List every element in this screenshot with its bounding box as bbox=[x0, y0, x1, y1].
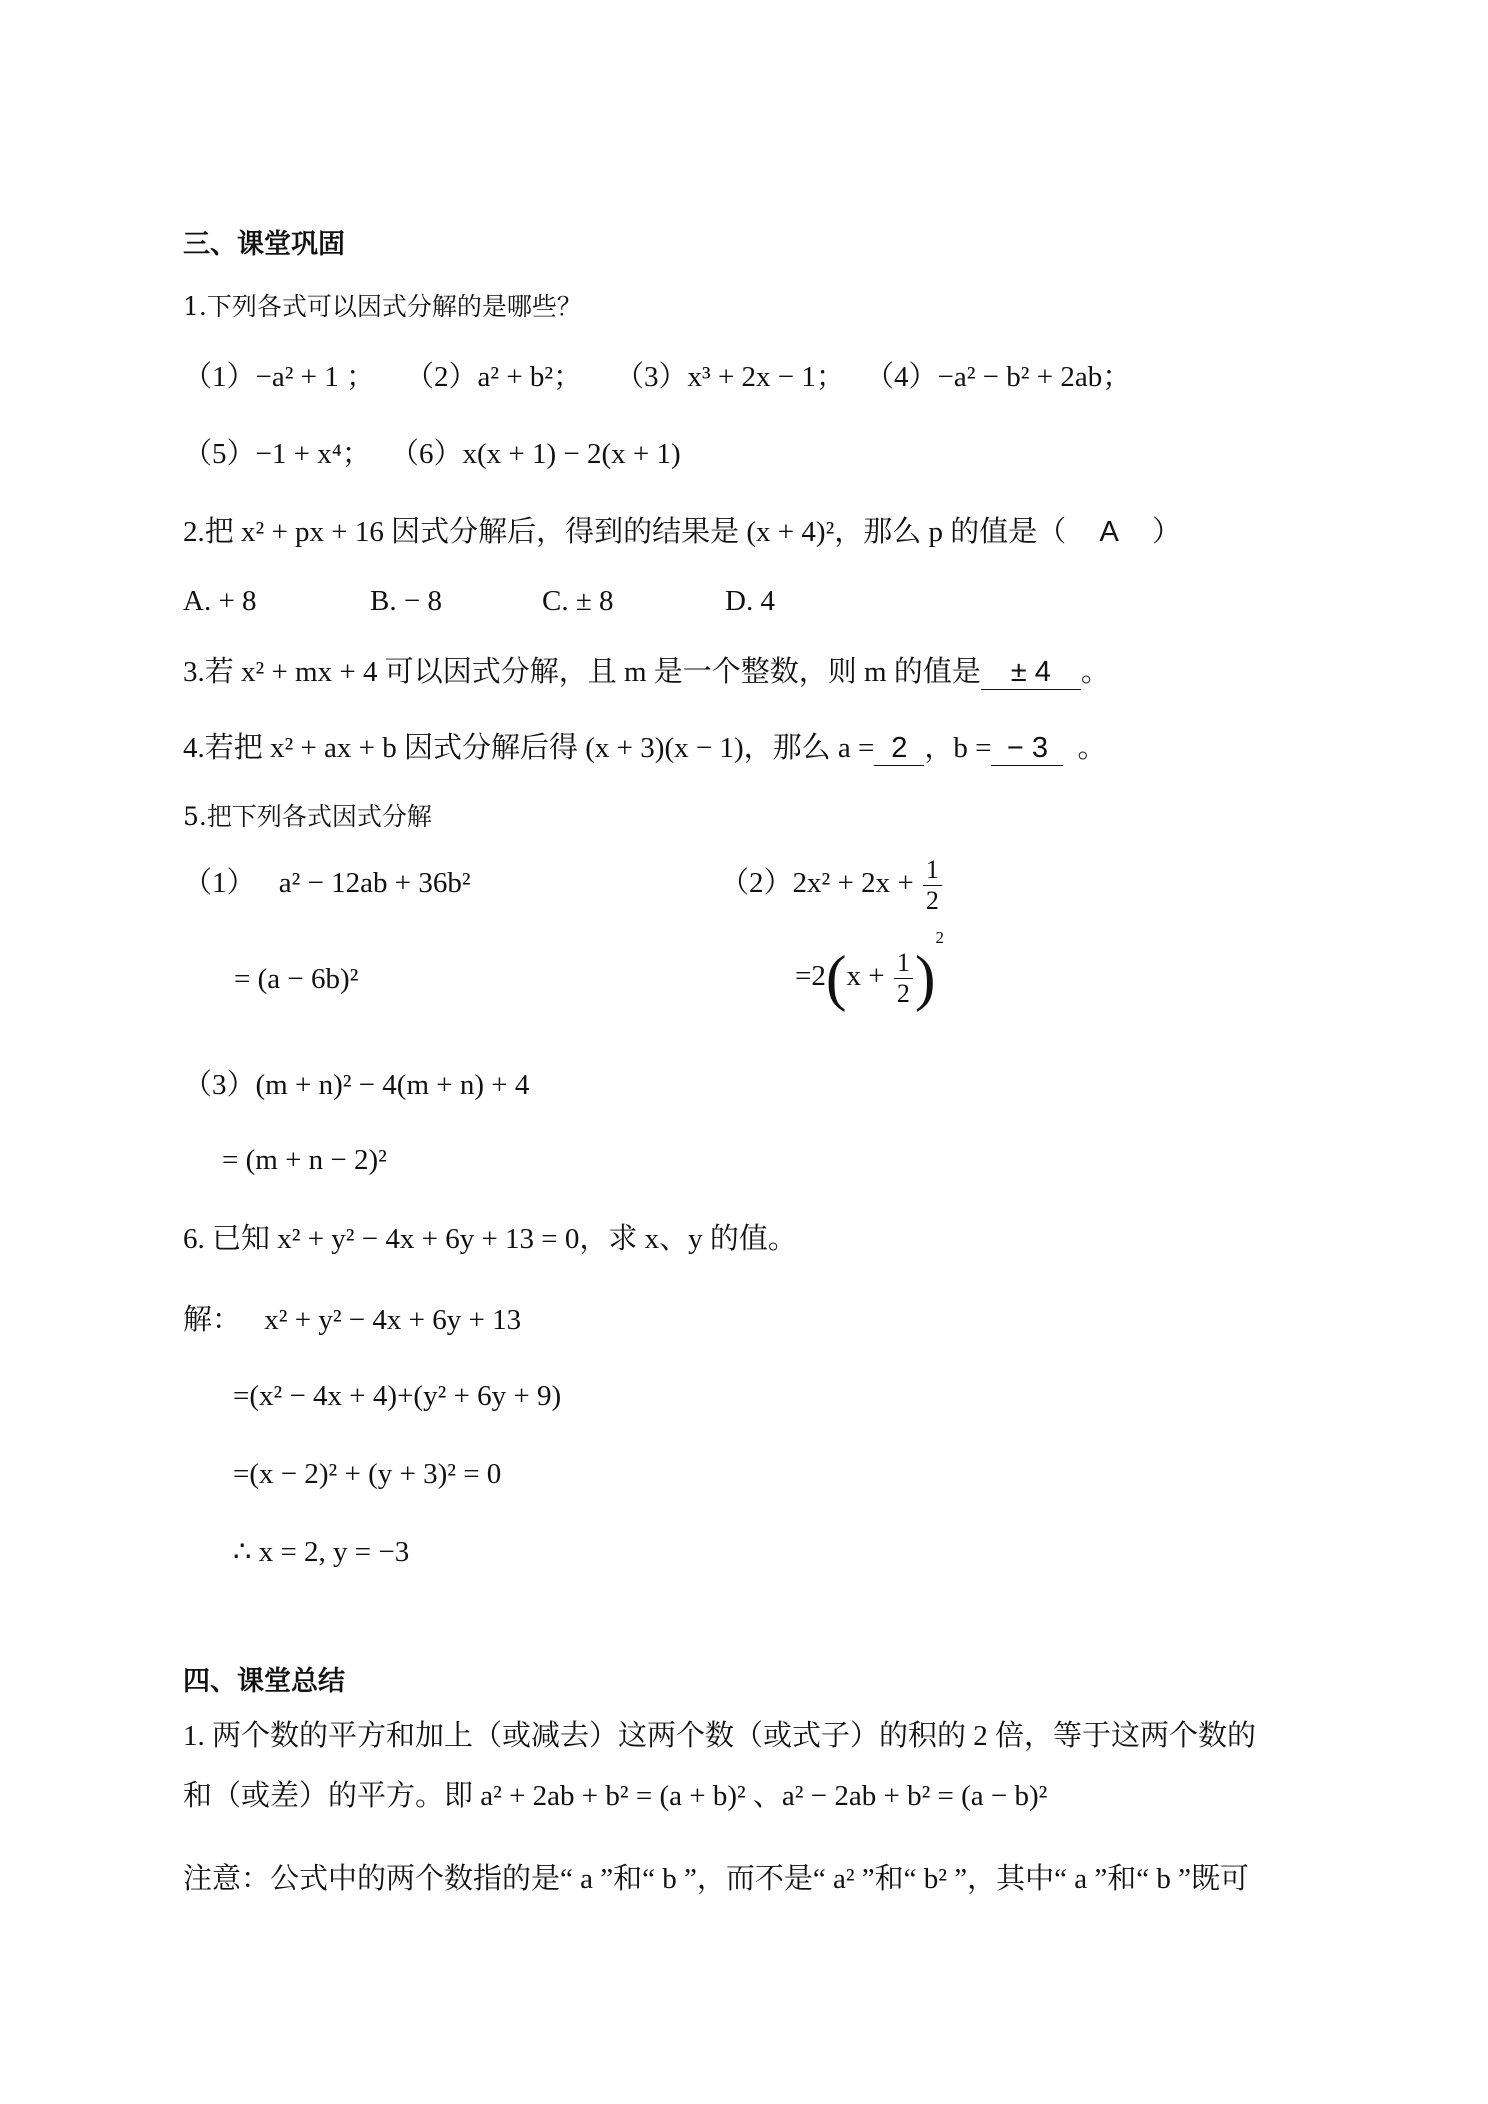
choice-c: C. ± 8 bbox=[542, 585, 614, 617]
solution-label: 解： bbox=[183, 1304, 242, 1336]
question-4-text bbox=[183, 731, 1106, 766]
part-1-expression: a² − 12ab + 36b² bbox=[278, 867, 471, 899]
part-3-label: （3） bbox=[183, 1069, 256, 1101]
question-2-answer: A bbox=[1099, 516, 1119, 548]
right-paren: ) bbox=[914, 944, 936, 1013]
part-2-result-numerator: 1 bbox=[894, 948, 913, 979]
question-1-option-5: （5）−1 + x⁴； bbox=[183, 438, 371, 470]
question-4-suffix: 。 bbox=[1077, 732, 1107, 764]
question-3-prefix: 3.若 x² + mx + 4 可以因式分解，且 m 是一个整数，则 m 的值是 bbox=[183, 656, 981, 688]
part-2-result bbox=[795, 927, 945, 1013]
question-5-part-2 bbox=[720, 855, 944, 916]
question-1-option-1: （1）−a² + 1 ； bbox=[183, 361, 376, 393]
solution-step-4: ∴ x = 2, y = −3 bbox=[233, 1536, 410, 1568]
question-2-text bbox=[183, 515, 1181, 549]
question-3-answer: ± 4 bbox=[981, 655, 1081, 690]
part-2-fraction bbox=[923, 855, 942, 916]
section-3-title: 三、课堂巩固 bbox=[183, 229, 345, 260]
part-1-result: = (a − 6b)² bbox=[234, 963, 359, 995]
part-1-label: （1） bbox=[183, 867, 256, 899]
part-2-result-inner: x + bbox=[846, 960, 885, 993]
choice-b: B. − 8 bbox=[370, 585, 442, 617]
solution-step-1 bbox=[183, 1303, 521, 1337]
question-6-text: 6. 已知 x² + y² − 4x + 6y + 13 = 0，求 x、y 的值。 bbox=[183, 1223, 797, 1255]
part-3-result: = (m + n − 2)² bbox=[222, 1144, 387, 1176]
summary-line-1: 1. 两个数的平方和加上（或减去）这两个数（或式子）的积的 2 倍，等于这两个数的 bbox=[183, 1720, 1257, 1752]
part-2-label: （2） bbox=[720, 867, 793, 900]
question-4-answer-b: − 3 bbox=[991, 731, 1063, 766]
solution-step-3: =(x − 2)² + (y + 3)² = 0 bbox=[233, 1458, 502, 1490]
section-4-title: 四、课堂总结 bbox=[183, 1666, 345, 1697]
part-3-expression: (m + n)² − 4(m + n) + 4 bbox=[255, 1069, 530, 1101]
part-2-result-fraction bbox=[894, 948, 913, 1009]
question-4-prefix: 4.若把 x² + ax + b 因式分解后得 (x + 3)(x − 1)，那么 a = bbox=[183, 732, 875, 764]
part-2-result-denominator: 2 bbox=[896, 979, 910, 1008]
solution-step-1-expression: x² + y² − 4x + 6y + 13 bbox=[264, 1304, 522, 1336]
choice-d: D. 4 bbox=[725, 585, 775, 617]
question-3-text bbox=[183, 655, 1110, 690]
question-2-suffix: ） bbox=[1152, 516, 1182, 548]
question-2-prefix: 2.把 x² + px + 16 因式分解后，得到的结果是 (x + 4)²，那么 p 的值是（ bbox=[183, 516, 1067, 548]
question-4-mid: ，b = bbox=[924, 732, 992, 764]
part-2-expression: 2x² + 2x + bbox=[792, 867, 914, 900]
left-paren: ( bbox=[825, 944, 847, 1013]
choice-a: A. + 8 bbox=[183, 585, 257, 617]
question-1-option-2: （2）a² + b²； bbox=[405, 361, 583, 393]
part-2-result-exponent: 2 bbox=[935, 927, 945, 947]
question-5-text: 5.把下列各式因式分解 bbox=[183, 802, 432, 831]
note-line: 注意：公式中的两个数指的是“ a ”和“ b ”，而不是“ a² ”和“ b² ”，其中“ a ”和“ b ”既可 bbox=[183, 1863, 1249, 1895]
question-1-text: 1.下列各式可以因式分解的是哪些？ bbox=[183, 292, 582, 321]
question-1-option-6: （6）x(x + 1) − 2(x + 1) bbox=[390, 438, 681, 470]
question-5-part-3 bbox=[183, 1068, 529, 1102]
question-1-option-4: （4）−a² − b² + 2ab； bbox=[865, 361, 1132, 393]
part-2-fraction-numerator: 1 bbox=[923, 855, 942, 886]
part-2-result-prefix: =2 bbox=[795, 960, 826, 993]
part-2-fraction-denominator: 2 bbox=[925, 886, 939, 915]
solution-step-2: =(x² − 4x + 4)+(y² + 6y + 9) bbox=[233, 1380, 562, 1412]
question-1-option-3: （3）x³ + 2x − 1； bbox=[615, 361, 845, 393]
summary-line-2: 和（或差）的平方。即 a² + 2ab + b² = (a + b)² 、a² − 2ab + b² = (a − b)² bbox=[183, 1780, 1048, 1812]
question-5-part-1 bbox=[183, 866, 471, 900]
question-3-suffix: 。 bbox=[1080, 656, 1110, 688]
question-4-answer-a: 2 bbox=[874, 731, 924, 766]
